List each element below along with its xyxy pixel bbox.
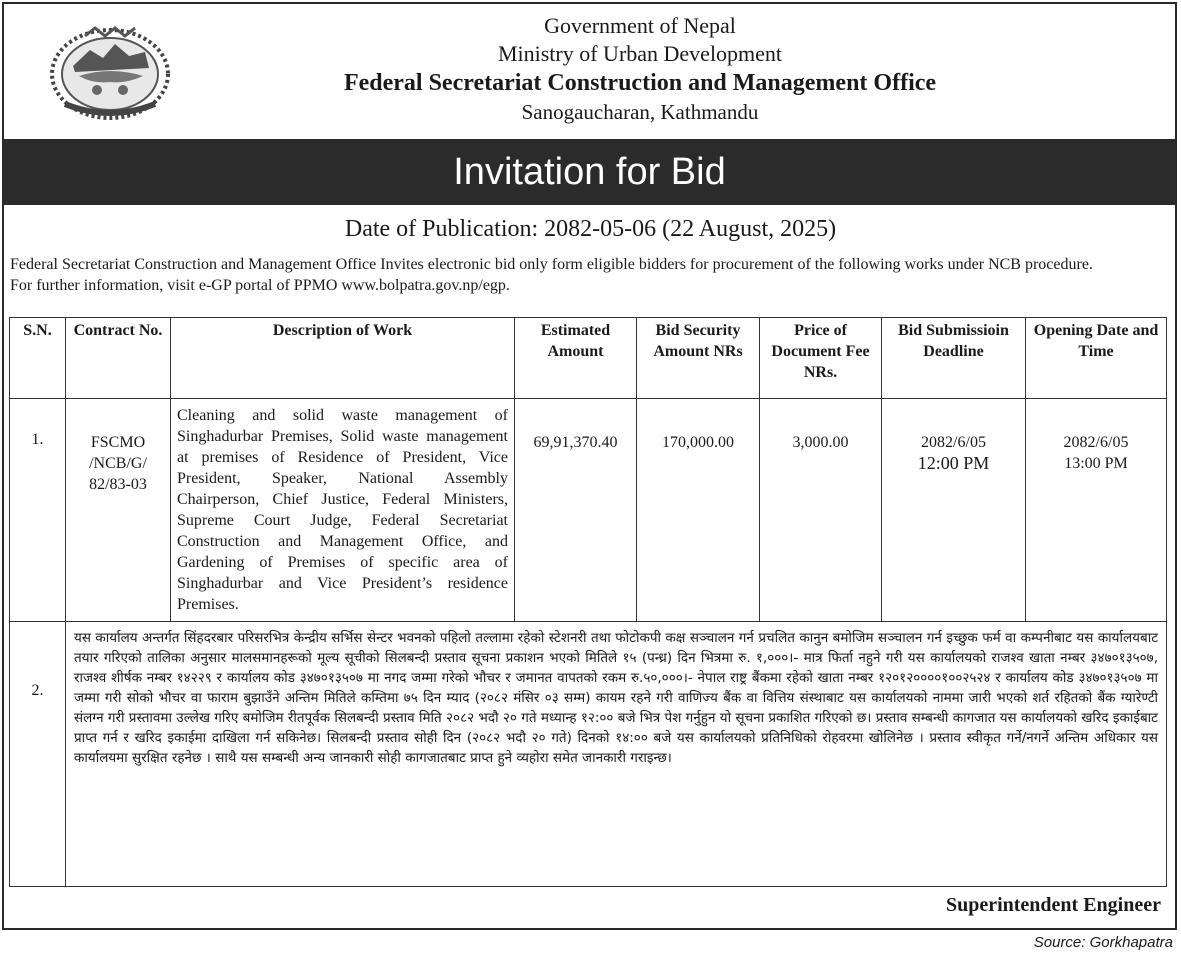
row1-description: Cleaning and solid waste management of Singhadurbar Premises, Solid waste management at premises of Residence of President, Vice President, Speaker, National Assembly Chairperson, Chief Justice, Federal Ministers, Supreme Court Judge, Federal Secretariat Construction and Management Office, and Gardening of Premises of specific area of Singhadurbar and Vice President’s residence Premises. [171, 399, 515, 622]
intro-line-2: For further information, visit e-GP portal of PPMO www.bolpatra.gov.np/egp. [10, 277, 510, 294]
row2-sn: 2. [10, 622, 66, 887]
table-row [10, 622, 1167, 887]
row2-nepali-notice: यस कार्यालय अन्तर्गत सिंहदरबार परिसरभित्र केन्द्रीय सर्भिस सेन्टर भवनको पहिलो तल्लामा रहेको स्टेशनरी तथा फोटोकपी कक्ष सञ्चालन गर्न प्रचलित कानुन बमोजिम सञ्चालन गर्न इच्छुक फर्म वा कम्पनीबाट यस कार्यालयबाट तयार गरिएको तालिका अनुसार मालसमानहरूको मूल्य सूचीको सिलबन्दी प्रस्ताव सूचना प्रकाशन भएको मितिले १५ (पन्ध्र) दिन भित्रमा रु. १,०००।- मात्र फिर्ता नहुने गरी यस कार्यालयको राजश्व खाता नम्बर ३४७०१३५०७, राजश्व शीर्षक नम्बर १४२२९ र कार्यालय कोड ३४७०१३५०७ मा नगद जम्मा गरेको भौचर र जमानत वापतको रकम रु.५०,०००।- नेपाल राष्ट्र बैंकमा रहेको खाता नम्बर १२०१२००००१००२५२४ र कार्यालय कोड ३४७०१३५०७ मा जम्मा गरी सोको भौचर वा फाराम बुझाउँने अन्तिम मितिले कम्तिमा ७५ दिन म्याद (२०८२ मंसिर ०३ सम्म) कायम रहने गरी वाणिज्य बैंक वा वित्तिय संस्थाबाट यस कार्यालयको नाममा जारी भएको शर्त रहितको बैंक ग्यारेण्टी संलग्न गरी प्रस्तावमा उल्लेख गरिए बमोजिम रीतपूर्वक सिलबन्दी प्रस्ताव मिति २०८२ भदौ २० गते मध्यान्ह १२:०० बजे भित्र पेश गर्नुहुन यो सूचना प्रकाशित गरिएको छ। प्रस्ताव सम्बन्धी कागजात यस कार्यालयको खरिद इकाईबाट प्राप्त गर्न र खरिद इकाईमा दाखिला गर्न सकिनेछ। सिलबन्दी प्रस्ताव सोही दिन (२०८२ भदौ २० गते) दिनको १४:०० बजे यस कार्यालयको प्रतिनिधिको रोहवरमा खोलिनेछ । प्रस्ताव स्वीकृत गर्ने/नगर्ने अन्तिम अधिकार यस कार्यालयमा सुरक्षित रहनेछ । साथै यस सम्बन्धी अन्य जानकारी सोही कागजातबाट प्राप्त हुने व्यहोरा समेत जानकारी गराइन्छ। [66, 622, 1167, 887]
deadline-date: 2082/6/05 [921, 434, 986, 451]
row1-contract-no: FSCMO /NCB/G/ 82/83-03 [66, 399, 171, 622]
ministry-line: Ministry of Urban Development [497, 41, 783, 66]
header-bid-security: Bid Security Amount NRs [637, 318, 760, 399]
row1-submission-deadline [882, 399, 1026, 622]
nepal-emblem-icon [45, 18, 175, 126]
government-line: Government of Nepal [544, 13, 736, 38]
office-header [280, 12, 1000, 126]
row1-bid-security: 170,000.00 [637, 399, 760, 622]
row1-estimated-amount: 69,91,370.40 [515, 399, 637, 622]
intro-line-1: Federal Secretariat Construction and Management Office Invites electronic bid only form eligible bidders for procurement of the following works under NCB procedure. [10, 256, 1093, 273]
opening-date: 2082/6/05 [1063, 434, 1129, 451]
table-row [10, 399, 1167, 622]
header-document-fee: Price of Document Fee NRs. [760, 318, 882, 399]
header-sn: S.N. [10, 318, 66, 399]
notice-title-banner: Invitation for Bid [4, 139, 1175, 205]
source-credit: Source: Gorkhapatra [1033, 934, 1173, 951]
office-name: Federal Secretariat Construction and Management Office [343, 70, 937, 96]
table-header-row [10, 318, 1167, 399]
bid-table [9, 317, 1167, 887]
header-estimated-amount: Estimated Amount [515, 318, 637, 399]
header-description: Description of Work [171, 318, 515, 399]
signatory-title: Superintendent Engineer [945, 894, 1161, 916]
row1-document-fee: 3,000.00 [760, 399, 882, 622]
header-opening-date: Opening Date and Time [1026, 318, 1167, 399]
header-contract-no: Contract No. [66, 318, 171, 399]
row1-opening-date [1026, 399, 1167, 622]
office-address: Sanogaucharan, Kathmandu [521, 100, 759, 124]
publication-date: Date of Publication: 2082-05-06 (22 August, 2025) [344, 216, 837, 242]
intro-text [10, 254, 1175, 296]
opening-time: 13:00 PM [1064, 455, 1128, 472]
row1-sn: 1. [10, 399, 66, 622]
header-submission-deadline: Bid Submissioin Deadline [882, 318, 1026, 399]
deadline-time: 12:00 PM [917, 453, 990, 473]
